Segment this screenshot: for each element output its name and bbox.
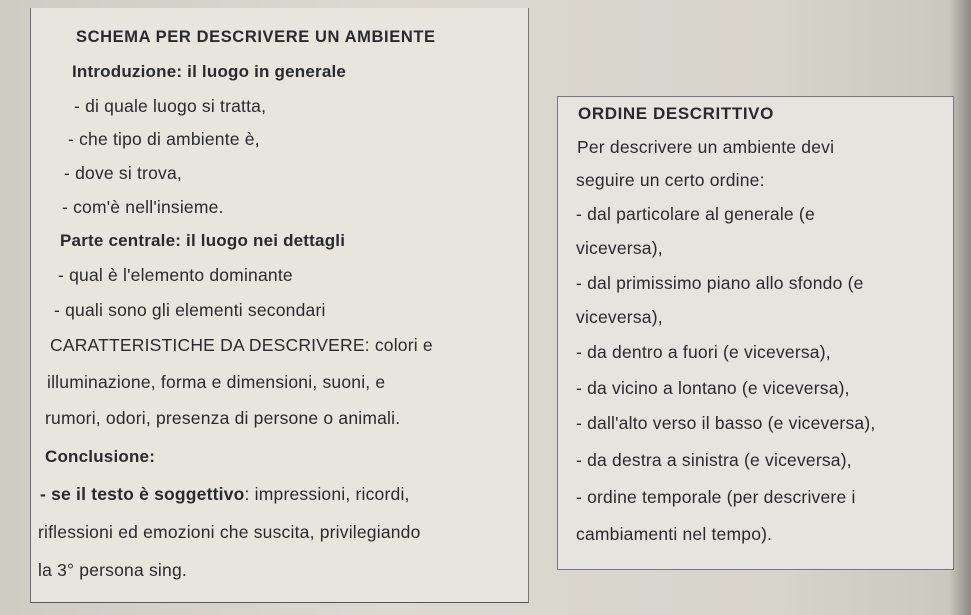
central-heading: Parte centrale: il luogo nei dettagli — [60, 231, 346, 250]
order-line: - da vicino a lontano (e viceversa), — [576, 378, 850, 398]
central-item: - quali sono gli elementi secondari — [54, 300, 326, 320]
order-line: cambiamenti nel tempo). — [576, 524, 773, 544]
order-line: - dall'alto verso il basso (e viceversa), — [576, 413, 876, 433]
order-line: - da dentro a fuori (e viceversa), — [576, 342, 831, 362]
intro-item: - com'è nell'insieme. — [62, 197, 224, 217]
characteristics-line: rumori, odori, presenza di persone o animali. — [45, 408, 401, 428]
order-title: ORDINE DESCRITTIVO — [578, 104, 774, 123]
conclusion-line-subjective — [40, 484, 410, 505]
subjective-bold: - se il testo è soggettivo — [40, 484, 245, 504]
characteristics-line: CARATTERISTICHE DA DESCRIVERE: colori e — [50, 335, 433, 355]
order-line: seguire un certo ordine: — [576, 170, 765, 190]
order-line: viceversa), — [576, 238, 663, 258]
schema-title: SCHEMA PER DESCRIVERE UN AMBIENTE — [76, 28, 436, 46]
subjective-rest: : impressioni, ricordi, — [244, 484, 410, 504]
order-line: - ordine temporale (per descrivere i — [576, 487, 856, 507]
conclusion-line: riflessioni ed emozioni che suscita, privilegiando — [38, 522, 421, 542]
order-line: viceversa), — [576, 307, 663, 327]
characteristics-line: illuminazione, forma e dimensioni, suoni, e — [47, 372, 386, 392]
order-line: - da destra a sinistra (e viceversa), — [576, 450, 852, 470]
conclusion-line: la 3° persona sing. — [38, 560, 187, 580]
conclusion-heading: Conclusione: — [45, 447, 156, 466]
intro-heading: Introduzione: il luogo in generale — [72, 62, 347, 81]
order-line: Per descrivere un ambiente devi — [577, 137, 835, 157]
order-line: - dal primissimo piano allo sfondo (e — [576, 273, 864, 293]
intro-item: - dove si trova, — [64, 163, 182, 183]
order-line: - dal particolare al generale (e — [576, 204, 815, 224]
central-item: - qual è l'elemento dominante — [58, 265, 293, 285]
intro-item: - di quale luogo si tratta, — [74, 96, 267, 116]
intro-item: - che tipo di ambiente è, — [68, 129, 260, 149]
